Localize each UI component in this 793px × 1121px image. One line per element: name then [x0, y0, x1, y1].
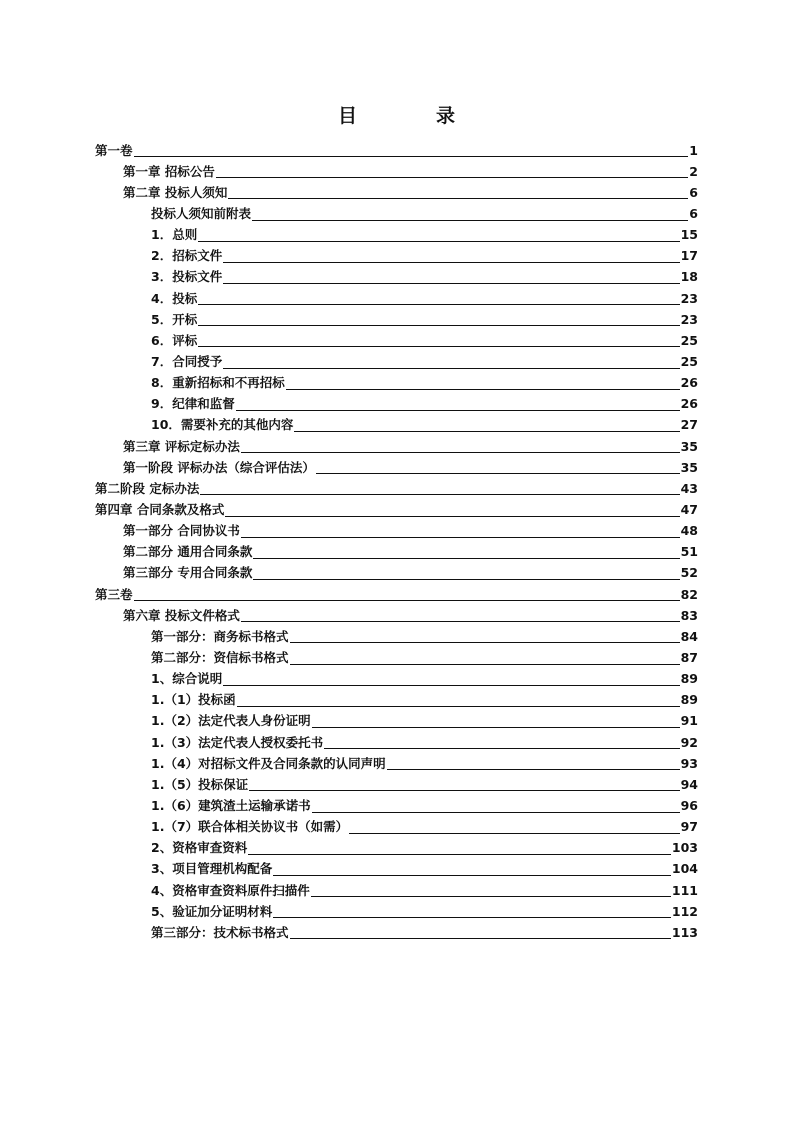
- toc-entry[interactable]: [95, 708, 698, 729]
- toc-entry-page-number: 84: [680, 628, 698, 644]
- toc-entry[interactable]: [95, 898, 698, 919]
- toc-entry-page-number: 97: [680, 819, 698, 835]
- toc-entry-page-number: 89: [680, 692, 698, 708]
- toc-entry[interactable]: [95, 644, 698, 665]
- toc-leader-line: [290, 642, 680, 643]
- toc-entry[interactable]: [95, 348, 698, 369]
- toc-entry-page-number: 17: [680, 248, 698, 264]
- toc-entry-page-number: 113: [671, 924, 698, 940]
- toc-entry-label: 1.（6）建筑渣土运输承诺书: [151, 798, 311, 813]
- toc-entry-page-number: 27: [680, 417, 698, 433]
- toc-entry-page-number: 25: [680, 354, 698, 370]
- toc-leader-line: [223, 262, 679, 263]
- toc-leader-line: [312, 727, 680, 728]
- toc-entry-label: 6．评标: [151, 332, 198, 348]
- toc-entry-label: 1．总则: [151, 227, 198, 243]
- toc-leader-line: [223, 283, 679, 284]
- toc-entry[interactable]: [95, 581, 698, 602]
- toc-entry-label: 第一阶段 评标办法（综合评估法）: [123, 459, 315, 475]
- toc-entry-page-number: 94: [680, 776, 698, 792]
- toc-leader-line: [228, 198, 688, 199]
- toc-leader-line: [198, 346, 679, 347]
- toc-leader-line: [286, 389, 680, 390]
- toc-leader-line: [294, 431, 679, 432]
- toc-entry-label: 4．投标: [151, 290, 198, 306]
- toc-entry[interactable]: [95, 137, 698, 158]
- toc-entry[interactable]: [95, 158, 698, 179]
- toc-leader-line: [324, 748, 679, 749]
- toc-entry[interactable]: [95, 243, 698, 264]
- toc-leader-line: [241, 621, 680, 622]
- toc-entry-label: 5．开标: [151, 311, 198, 327]
- toc-entry-label: 2、资格审查资料: [151, 840, 248, 856]
- toc-entry[interactable]: [95, 306, 698, 327]
- toc-leader-line: [290, 664, 680, 665]
- toc-entry[interactable]: [95, 412, 698, 433]
- toc-entry-page-number: 18: [680, 269, 698, 285]
- toc-entry-label: 1.（3）法定代表人授权委托书: [151, 734, 324, 750]
- toc-entry-label: 第二部分：资信标书格式: [151, 650, 289, 666]
- toc-entry[interactable]: [95, 285, 698, 306]
- toc-entry-label: 第三部分：技术标书格式: [151, 924, 289, 940]
- toc-entry[interactable]: [95, 391, 698, 412]
- toc-entry[interactable]: [95, 835, 698, 856]
- toc-entry[interactable]: [95, 771, 698, 792]
- toc-entry-page-number: 93: [680, 755, 698, 771]
- toc-entry-page-number: 6: [689, 206, 698, 222]
- toc-leader-line: [200, 494, 679, 495]
- toc-entry-label: 1、综合说明: [151, 671, 223, 687]
- toc-leader-line: [316, 473, 680, 474]
- toc-entry[interactable]: [95, 729, 698, 750]
- toc-entry-page-number: 92: [680, 734, 698, 750]
- toc-entry-page-number: 47: [680, 502, 698, 518]
- toc-entry[interactable]: [95, 560, 698, 581]
- toc-entry[interactable]: [95, 518, 698, 539]
- toc-entry-page-number: 23: [680, 290, 698, 306]
- toc-entry[interactable]: [95, 687, 698, 708]
- toc-entry-label: 第一部分 合同协议书: [123, 523, 240, 539]
- toc-leader-line: [225, 516, 679, 517]
- toc-entry-page-number: 26: [680, 375, 698, 391]
- toc-entry-label: 第一部分：商务标书格式: [151, 628, 289, 644]
- toc-entry-label: 第三卷: [95, 586, 133, 602]
- toc-leader-line: [311, 896, 671, 897]
- toc-entry-label: 第一卷: [95, 142, 133, 158]
- toc-entry-page-number: 43: [680, 480, 698, 496]
- toc-entry-page-number: 15: [680, 227, 698, 243]
- toc-entry-label: 3．投标文件: [151, 269, 223, 285]
- toc-entry[interactable]: [95, 264, 698, 285]
- toc-entry-label: 1.（4）对招标文件及合同条款的认同声明: [151, 755, 386, 771]
- toc-entry-label: 第二部分 通用合同条款: [123, 544, 253, 560]
- toc-leader-line: [241, 537, 680, 538]
- toc-entry-label: 1.（1）投标函: [151, 692, 236, 708]
- toc-entry[interactable]: [95, 792, 698, 813]
- toc-entry-label: 第三部分 专用合同条款: [123, 565, 253, 581]
- toc-entry-label: 2．招标文件: [151, 248, 223, 264]
- toc-entry-page-number: 2: [689, 163, 698, 179]
- toc-leader-line: [134, 156, 689, 157]
- toc-entry-page-number: 91: [680, 713, 698, 729]
- toc-entry[interactable]: [95, 433, 698, 454]
- toc-entry[interactable]: [95, 327, 698, 348]
- toc-leader-line: [252, 220, 688, 221]
- toc-entry[interactable]: [95, 454, 698, 475]
- toc-entry-page-number: 96: [680, 798, 698, 813]
- toc-entry-page-number: 82: [680, 586, 698, 602]
- toc-entry-page-number: 112: [671, 903, 698, 919]
- toc-leader-line: [387, 769, 680, 770]
- toc-entry-page-number: 35: [680, 438, 698, 454]
- toc-leader-line: [241, 452, 680, 453]
- toc-entry-label: 第一章 招标公告: [123, 163, 215, 179]
- toc-leader-line: [134, 600, 680, 601]
- toc-leader-line: [312, 812, 680, 813]
- toc-leader-line: [273, 875, 671, 876]
- toc-entry[interactable]: [95, 602, 698, 623]
- toc-entry-label: 投标人须知前附表: [151, 206, 252, 222]
- toc-entry-label: 1.（7）联合体相关协议书（如需）: [151, 819, 349, 835]
- toc-leader-line: [290, 938, 671, 939]
- toc-entry-page-number: 103: [671, 840, 698, 856]
- toc-entry[interactable]: [95, 370, 698, 391]
- toc-leader-line: [216, 177, 688, 178]
- toc-entry[interactable]: [95, 877, 698, 898]
- toc-entry-label: 8．重新招标和不再招标: [151, 375, 285, 391]
- toc-entry-label: 7．合同授予: [151, 354, 223, 370]
- toc-entry-label: 1.（5）投标保证: [151, 776, 249, 792]
- toc-entry[interactable]: [95, 919, 698, 940]
- toc-leader-line: [253, 579, 679, 580]
- toc-entry-page-number: 111: [671, 882, 698, 898]
- toc-leader-line: [198, 325, 679, 326]
- toc-entry[interactable]: [95, 200, 698, 221]
- toc-entry[interactable]: [95, 475, 698, 496]
- toc-leader-line: [249, 790, 679, 791]
- toc-entry-page-number: 51: [680, 544, 698, 560]
- toc-leader-line: [237, 706, 680, 707]
- toc-entry[interactable]: [95, 539, 698, 560]
- toc-entry[interactable]: [95, 814, 698, 835]
- toc-entry-page-number: 23: [680, 311, 698, 327]
- toc-leader-line: [248, 854, 671, 855]
- toc-entry[interactable]: [95, 666, 698, 687]
- toc-entry-label: 第二阶段 定标办法: [95, 480, 200, 496]
- toc-leader-line: [223, 368, 679, 369]
- toc-entry-page-number: 52: [680, 565, 698, 581]
- toc-leader-line: [198, 304, 679, 305]
- toc-entry-page-number: 25: [680, 332, 698, 348]
- toc-entry-page-number: 87: [680, 650, 698, 666]
- toc-entry-page-number: 35: [680, 459, 698, 475]
- toc-entry-page-number: 6: [689, 184, 698, 200]
- toc-entry-page-number: 89: [680, 671, 698, 687]
- toc-entry[interactable]: [95, 750, 698, 771]
- toc-entry-label: 1.（2）法定代表人身份证明: [151, 713, 311, 729]
- toc-entry-label: 4、资格审查资料原件扫描件: [151, 882, 310, 898]
- toc-entry[interactable]: [95, 222, 698, 243]
- toc-leader-line: [349, 833, 679, 834]
- toc-entry[interactable]: [95, 856, 698, 877]
- toc-entry-page-number: 83: [680, 607, 698, 623]
- toc-entry-label: 5、验证加分证明材料: [151, 903, 273, 919]
- toc-leader-line: [273, 917, 671, 918]
- toc-entry-page-number: 1: [689, 142, 698, 158]
- toc-title: 目 录: [337, 105, 485, 127]
- toc-leader-line: [198, 241, 679, 242]
- toc-entry-label: 10．需要补充的其他内容: [151, 417, 294, 433]
- toc-entry-page-number: 48: [680, 523, 698, 539]
- toc-entry[interactable]: [95, 179, 698, 200]
- toc-leader-line: [223, 685, 679, 686]
- toc-leader-line: [236, 410, 680, 411]
- toc-entry-label: 第四章 合同条款及格式: [95, 502, 225, 518]
- toc-entry-label: 3、项目管理机构配备: [151, 861, 273, 877]
- toc-entry-label: 9．纪律和监督: [151, 396, 235, 412]
- toc-leader-line: [253, 558, 679, 559]
- toc-entry-page-number: 26: [680, 396, 698, 412]
- toc-entry-label: 第六章 投标文件格式: [123, 607, 240, 623]
- toc-entry-label: 第三章 评标定标办法: [123, 438, 240, 454]
- toc-list: [95, 137, 698, 940]
- toc-entry[interactable]: [95, 496, 698, 517]
- toc-entry[interactable]: [95, 623, 698, 644]
- toc-entry-label: 第二章 投标人须知: [123, 184, 228, 200]
- toc-entry-page-number: 104: [671, 861, 698, 877]
